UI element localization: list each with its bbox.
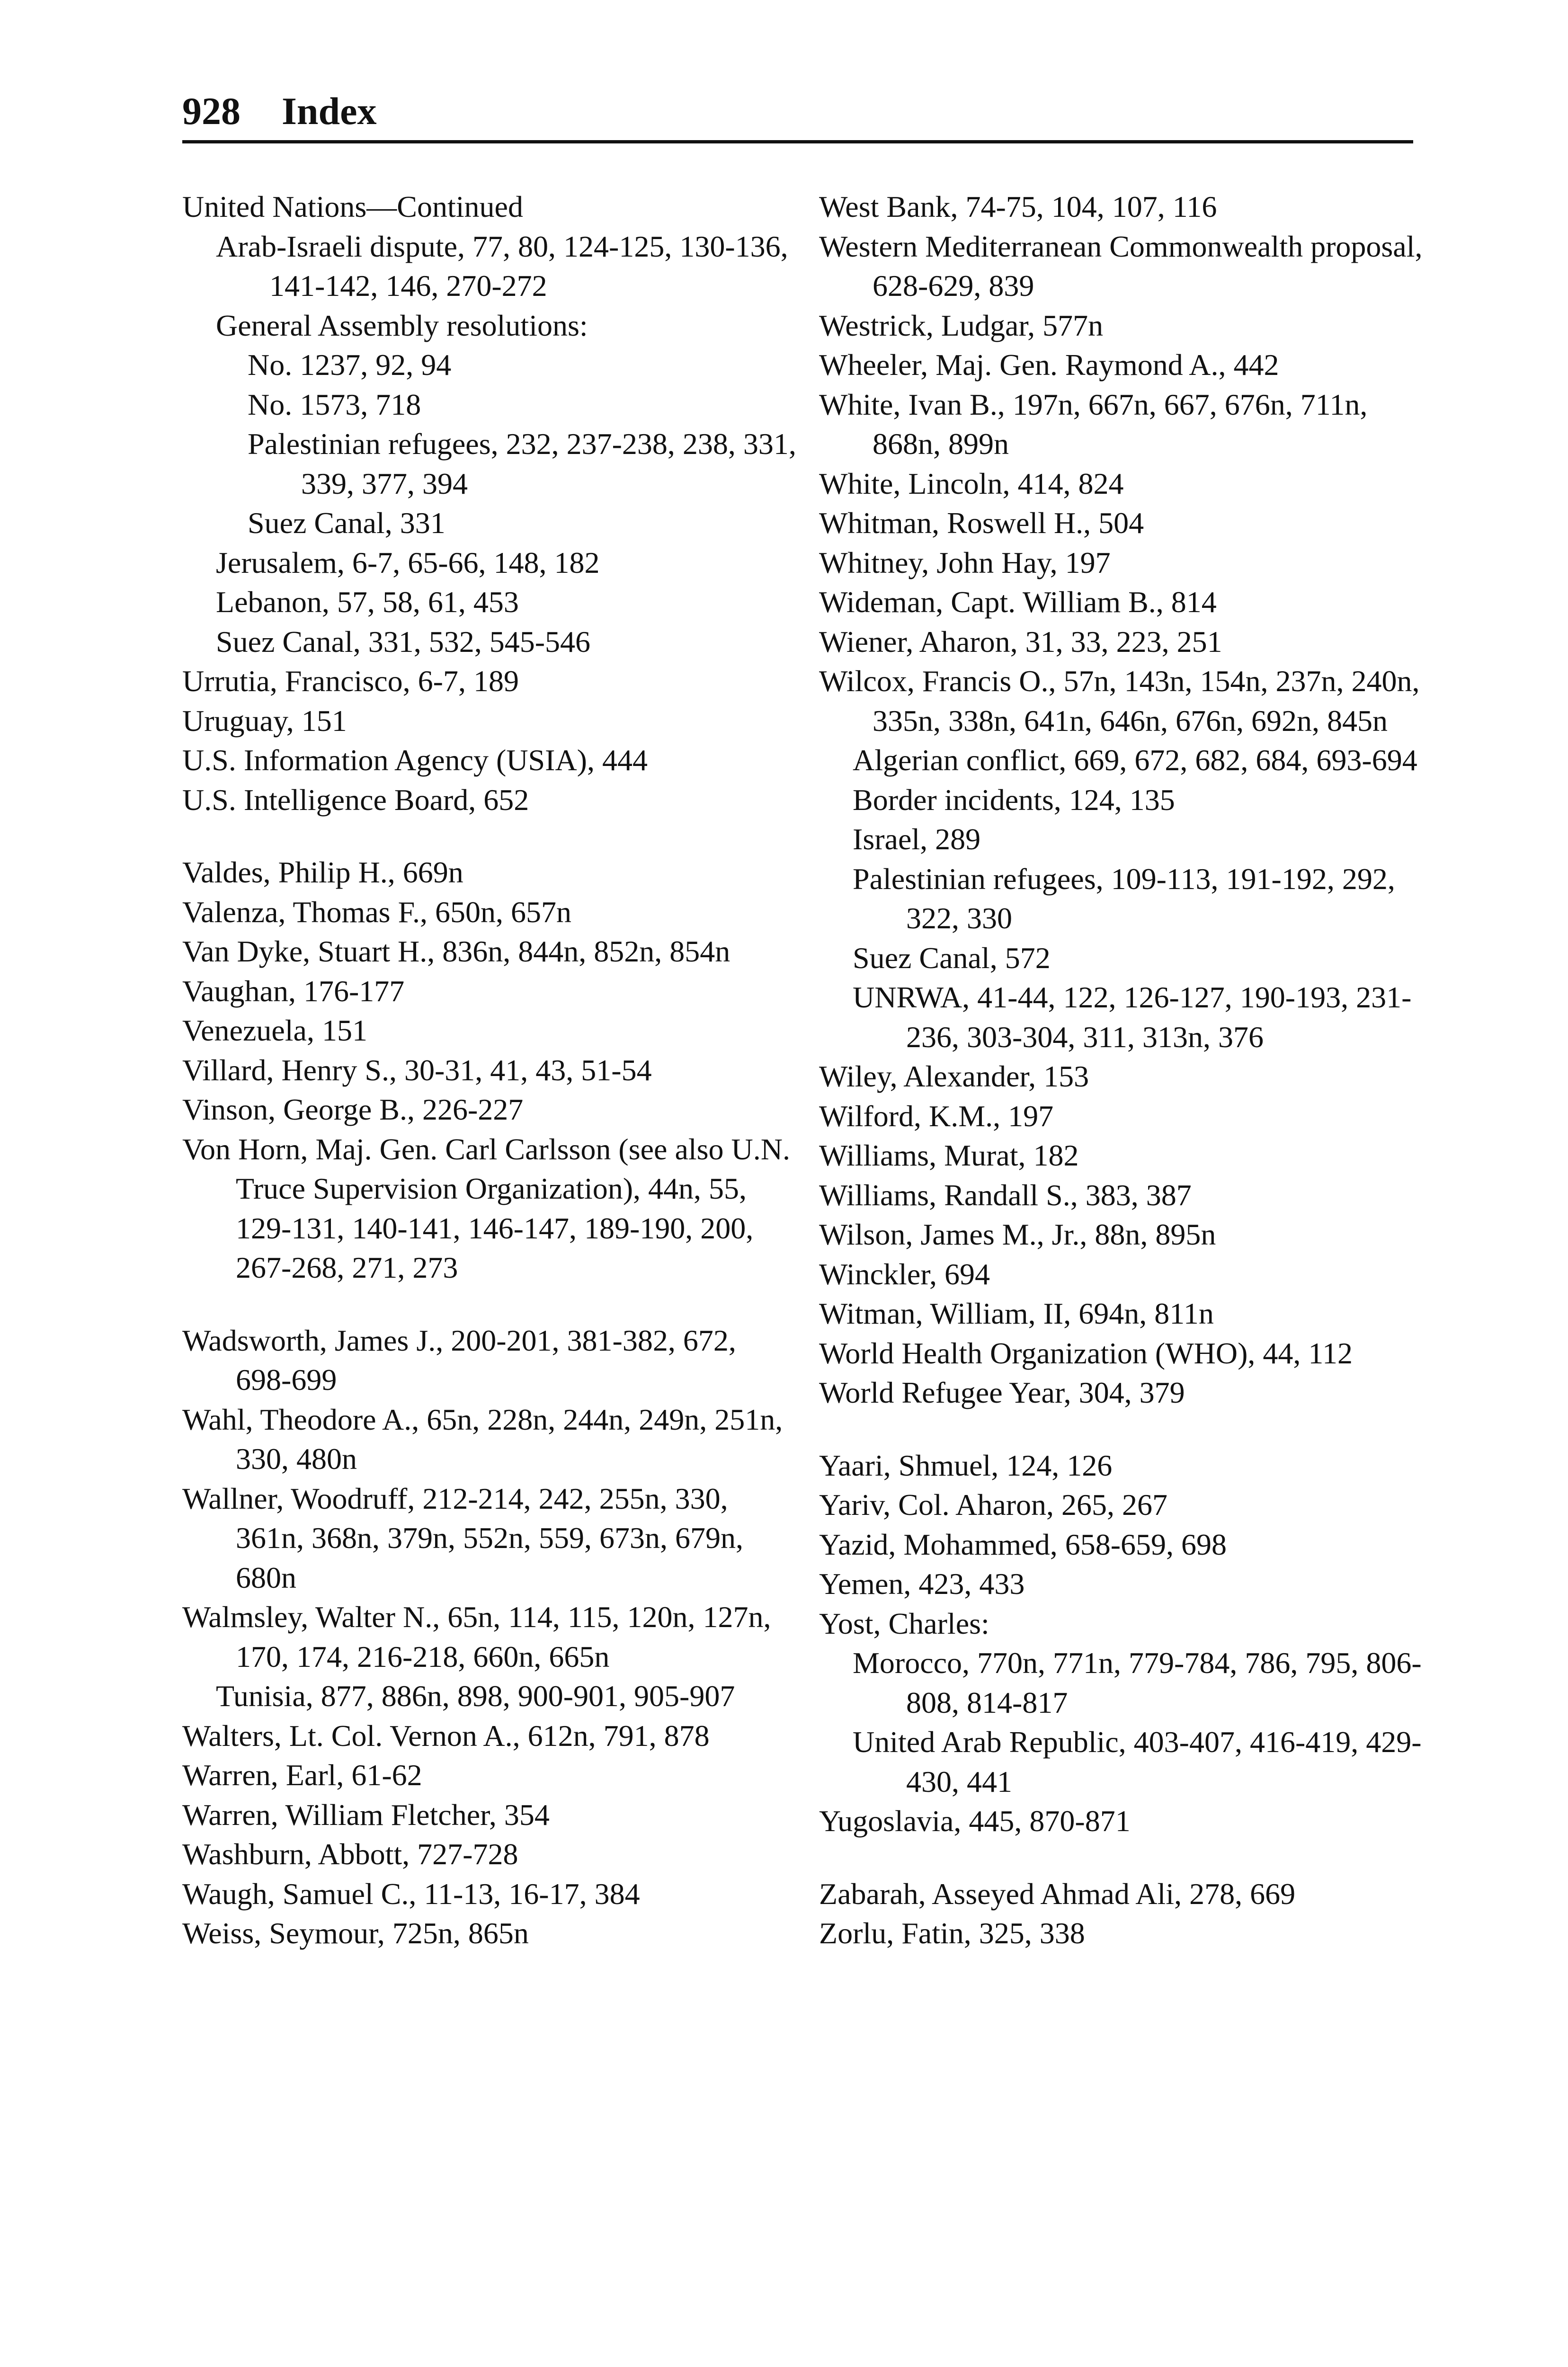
- index-subentry: No. 1237, 92, 94: [248, 348, 452, 382]
- index-entry: Warren, Earl, 61-62: [182, 1758, 422, 1792]
- index-entry: Vinson, George B., 226-227: [182, 1093, 524, 1126]
- index-entry: Weiss, Seymour, 725n, 865n: [182, 1916, 529, 1950]
- index-entry: Witman, William, II, 694n, 811n: [819, 1297, 1214, 1330]
- index-entry: Wahl, Theodore A., 65n, 228n, 244n, 249n, 251n, 330, 480n: [182, 1402, 783, 1476]
- index-subentry: Suez Canal, 572: [853, 941, 1051, 975]
- index-entry: White, Ivan B., 197n, 667n, 667, 676n, 711n, 868n, 899n: [819, 387, 1368, 461]
- index-entry: Yazid, Mohammed, 658-659, 698: [819, 1527, 1227, 1561]
- index-entry: Wideman, Capt. William B., 814: [819, 585, 1217, 619]
- header-rule: [182, 140, 1413, 143]
- index-subentry: Palestinian refugees, 232, 237-238, 238, 331, 339, 377, 394: [248, 427, 796, 500]
- index-entry: Wiener, Aharon, 31, 33, 223, 251: [819, 624, 1222, 658]
- page-title: Index: [282, 89, 377, 133]
- index-entry: Whitman, Roswell H., 504: [819, 506, 1144, 540]
- index-subentry: Lebanon, 57, 58, 61, 453: [216, 585, 519, 619]
- index-entry: Yaari, Shmuel, 124, 126: [819, 1448, 1113, 1482]
- index-subentry: Morocco, 770n, 771n, 779-784, 786, 795, 806-808, 814-817: [853, 1646, 1422, 1719]
- index-entry: White, Lincoln, 414, 824: [819, 466, 1124, 500]
- index-entry: World Health Organization (WHO), 44, 112: [819, 1336, 1353, 1370]
- index-entry: Walmsley, Walter N., 65n, 114, 115, 120n, 127n, 170, 174, 216-218, 660n, 665n: [182, 1600, 771, 1673]
- index-entry: Valdes, Philip H., 669n: [182, 855, 463, 889]
- index-entry: Williams, Murat, 182: [819, 1139, 1079, 1172]
- index-entry: Yost, Charles:: [819, 1606, 989, 1640]
- index-entry: Yugoslavia, 445, 870-871: [819, 1804, 1131, 1838]
- index-entry: Wilford, K.M., 197: [819, 1099, 1054, 1133]
- index-entry: Williams, Randall S., 383, 387: [819, 1178, 1192, 1212]
- index-entry: Van Dyke, Stuart H., 836n, 844n, 852n, 854n: [182, 934, 731, 968]
- index-entry: Western Mediterranean Commonwealth proposal, 628-629, 839: [819, 229, 1423, 303]
- index-entry: World Refugee Year, 304, 379: [819, 1376, 1185, 1409]
- index-subentry: Suez Canal, 331, 532, 545-546: [216, 624, 590, 658]
- index-subentry: UNRWA, 41-44, 122, 126-127, 190-193, 231-236, 303-304, 311, 313n, 376: [853, 980, 1412, 1054]
- index-entry: U.S. Intelligence Board, 652: [182, 783, 529, 817]
- index-entry: Yariv, Col. Aharon, 265, 267: [819, 1488, 1168, 1522]
- index-column-left: [182, 187, 798, 1953]
- index-entry: Vaughan, 176-177: [182, 974, 405, 1008]
- index-entry: U.S. Information Agency (USIA), 444: [182, 743, 648, 777]
- index-entry: Zorlu, Fatin, 325, 338: [819, 1916, 1085, 1950]
- index-entry: Warren, William Fletcher, 354: [182, 1797, 550, 1832]
- index-subentry: General Assembly resolutions:: [216, 308, 588, 342]
- index-entry: Wilcox, Francis O., 57n, 143n, 154n, 237n, 240n, 335n, 338n, 641n, 646n, 676n, 692n, 845n: [819, 664, 1420, 738]
- index-entry: Uruguay, 151: [182, 703, 347, 738]
- index-entry: Zabarah, Asseyed Ahmad Ali, 278, 669: [819, 1877, 1296, 1911]
- index-entry: Waugh, Samuel C., 11-13, 16-17, 384: [182, 1877, 640, 1911]
- index-subentry: Tunisia, 877, 886n, 898, 900-901, 905-907: [216, 1679, 735, 1713]
- index-entry: Wilson, James M., Jr., 88n, 895n: [819, 1218, 1216, 1251]
- index-entry: Urrutia, Francisco, 6-7, 189: [182, 664, 519, 698]
- page-header: [182, 88, 1413, 144]
- index-subentry: Border incidents, 124, 135: [853, 783, 1175, 817]
- index-column-right: [819, 187, 1425, 1953]
- index-entry: Westrick, Ludgar, 577n: [819, 308, 1104, 342]
- index-entry: Von Horn, Maj. Gen. Carl Carlsson (see also U.N. Truce Supervision Organization), 44n, 55, 129-131, 140-141, 146-147, 189-190, 200, 267-268, 271, 273: [182, 1132, 790, 1284]
- index-entry: Villard, Henry S., 30-31, 41, 43, 51-54: [182, 1053, 652, 1087]
- index-entry: Venezuela, 151: [182, 1014, 367, 1047]
- index-subentry: Suez Canal, 331: [248, 506, 445, 540]
- index-entry: Yemen, 423, 433: [819, 1567, 1025, 1601]
- index-subentry: Palestinian refugees, 109-113, 191-192, 292, 322, 330: [853, 862, 1395, 935]
- index-entry: Washburn, Abbott, 727-728: [182, 1837, 518, 1871]
- index-entry: Wheeler, Maj. Gen. Raymond A., 442: [819, 348, 1279, 382]
- index-entry: Wadsworth, James J., 200-201, 381-382, 672, 698-699: [182, 1323, 736, 1397]
- index-subentry: Algerian conflict, 669, 672, 682, 684, 693-694: [853, 743, 1417, 777]
- index-subentry: Israel, 289: [853, 822, 981, 856]
- index-entry: Walters, Lt. Col. Vernon A., 612n, 791, 878: [182, 1718, 710, 1753]
- index-entry: Valenza, Thomas F., 650n, 657n: [182, 895, 572, 929]
- index-entry: Wallner, Woodruff, 212-214, 242, 255n, 330, 361n, 368n, 379n, 552n, 559, 673n, 679n, 680n: [182, 1481, 743, 1594]
- index-entry: Winckler, 694: [819, 1257, 990, 1291]
- index-subentry: United Arab Republic, 403-407, 416-419, 429-430, 441: [853, 1725, 1422, 1798]
- index-subentry: Jerusalem, 6-7, 65-66, 148, 182: [216, 545, 600, 579]
- index-entry: Wiley, Alexander, 153: [819, 1059, 1089, 1093]
- index-entry: Whitney, John Hay, 197: [819, 545, 1111, 579]
- index-subentry: No. 1573, 718: [248, 387, 421, 421]
- index-entry: West Bank, 74-75, 104, 107, 116: [819, 190, 1217, 223]
- index-subentry: Arab-Israeli dispute, 77, 80, 124-125, 130-136, 141-142, 146, 270-272: [216, 229, 788, 303]
- page-number: 928: [182, 89, 241, 133]
- index-entry: United Nations—Continued: [182, 190, 523, 223]
